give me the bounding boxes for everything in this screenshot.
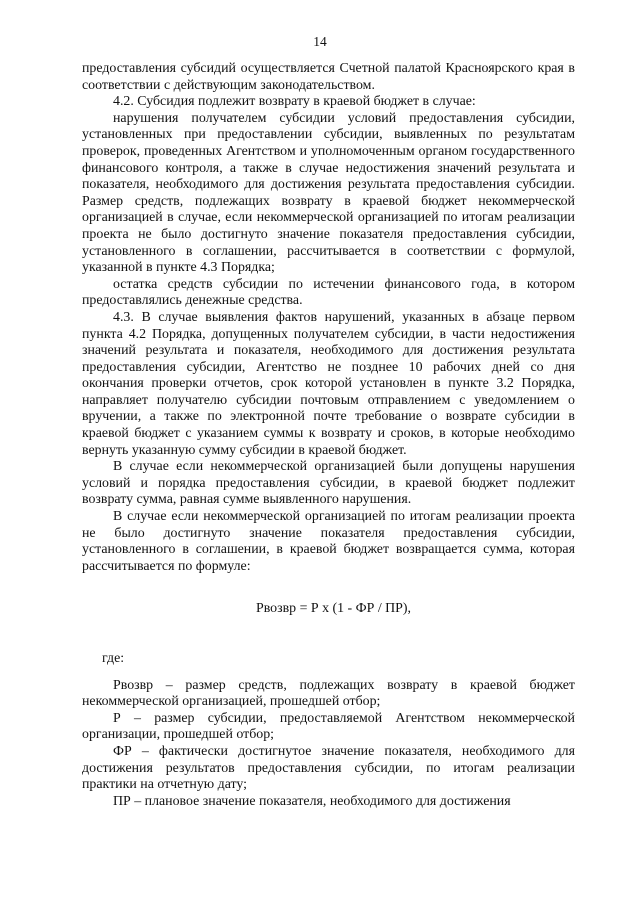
definition-rvozvr: Рвозвр – размер средств, подлежащих возврату в краевой бюджет некоммерческой организацией, прошедшей отбор; — [82, 677, 575, 710]
paragraph-violation-return: В случае если некоммерческой организацией были допущены нарушения условий и порядка предоставления субсидии, в краевой бюджет подлежит возврату сумма, равная сумме выявленного нарушения. — [82, 459, 575, 508]
where-label: где: — [102, 651, 125, 666]
paragraph-4-2-heading: 4.2. Субсидия подлежит возврату в краевой бюджет в случае: — [113, 94, 476, 110]
paragraph-continuation: предоставления субсидий осуществляется Счетной палатой Красноярского края в соответствии с действующим законодательством. — [82, 61, 575, 93]
definition-r: Р – размер субсидии, предоставляемой Агентством некоммерческой организации, прошедшей отбор; — [82, 710, 575, 743]
definition-pr: ПР – плановое значение показателя, необходимого для достижения — [113, 793, 511, 809]
paragraph-remainder-case: остатка средств субсидии по истечении финансового года, в котором предоставлялись денежные средства. — [82, 276, 575, 309]
paragraph-4-3: 4.3. В случае выявления фактов нарушений, указанных в абзаце первом пункта 4.2 Порядка, допущенных получателем субсидии, в части недостижения значений результата и показателя, необходимого для достижения результата предоставления субсидии, Агентство не позднее 10 рабочих дней со дня окончания проверки отчетов, срок которой установлен в пункте 3.2 Порядка, направляет получателю субсидии почтовым отправлением с уведомлением о вручении, а также по электронной почте требование о возврате субсидии в краевой бюджет с указанием суммы к возврату и сроков, в которые необходимо вернуть указанную сумму субсидии в краевой бюджет. — [82, 309, 575, 458]
paragraph-formula-intro: В случае если некоммерческой организацией по итогам реализации проекта не было достигнуто значение показателя предоставления субсидии, установленного в соглашении, в краевой бюджет возвращается сумма, которая рассчитывается по формуле: — [82, 509, 575, 574]
definition-fr: ФР – фактически достигнутое значение показателя, необходимого для достижения результатов предоставления субсидии, по итогам реализации практики на отчетную дату; — [82, 743, 575, 793]
return-formula: Рвозвр = Р х (1 - ФР / ПР), — [255, 601, 412, 617]
paragraph-violation-case: нарушения получателем субсидии условий предоставления субсидии, установленных при предоставлении субсидии, выявленных по результатам проверок, проведенных Агентством и уполномоченным органом государственного финансового контроля, а также в случае недостижения значений результата и показателя, необходимого для достижения результата предоставления субсидии. Размер средств, подлежащих возврату в краевой бюджет некоммерческой организацией в случае, если некоммерческой организацией по итогам реализации проекта не было достигнуто значение показателя предоставления субсидии, установленного в соглашении, рассчитывается в соответствии с формулой, указанной в пункте 4.3 Порядка; — [82, 110, 575, 276]
document-body — [82, 61, 575, 810]
page-number: 14 — [313, 34, 327, 49]
